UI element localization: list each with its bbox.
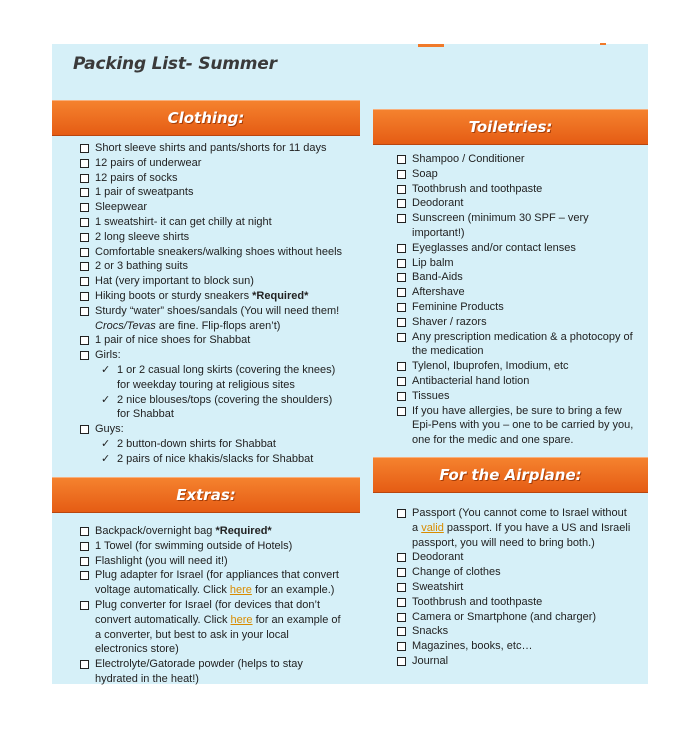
checkbox-icon	[397, 509, 406, 518]
checkbox-icon	[80, 144, 89, 153]
list-item: Feminine Products	[397, 300, 652, 315]
list-item: Sturdy “water” shoes/sandals (You will need them! Crocs/Tevas are fine. Flip-flops aren’t)	[80, 304, 365, 334]
list-item: If you have allergies, be sure to bring a few Epi-Pens with you – one to be carried by you, one for the medic and one spare.	[397, 404, 652, 448]
checkbox-icon	[397, 407, 406, 416]
list-item: 12 pairs of underwear	[80, 156, 365, 171]
checkbox-icon	[397, 199, 406, 208]
checkbox-icon	[80, 188, 89, 197]
list-item: Flashlight (you will need it!)	[80, 554, 365, 569]
list-item: Eyeglasses and/or contact lenses	[397, 241, 652, 256]
list-item: Girls:	[80, 348, 365, 363]
checkbox-icon	[80, 571, 89, 580]
checkbox-icon	[397, 553, 406, 562]
extras-header-label: Extras:	[176, 486, 236, 504]
checkbox-icon	[397, 259, 406, 268]
checkbox-icon	[397, 642, 406, 651]
checkbox-icon	[397, 627, 406, 636]
valid-link[interactable]: valid	[421, 521, 444, 534]
extras-list	[80, 524, 365, 687]
toiletries-list	[397, 152, 652, 448]
list-item: Hiking boots or sturdy sneakers *Required*	[80, 289, 365, 304]
airplane-header	[373, 457, 648, 493]
checkbox-icon	[80, 277, 89, 286]
checkbox-icon	[397, 155, 406, 164]
list-item: Plug adapter for Israel (for appliances that convert voltage automatically. Click here for an example.)	[80, 568, 365, 598]
list-item: Journal	[397, 654, 652, 669]
list-item: Snacks	[397, 624, 652, 639]
top-accent-bar	[418, 44, 444, 47]
checkmark-icon: ✓	[101, 437, 111, 450]
checkbox-icon	[80, 159, 89, 168]
list-subitem: ✓ 1 or 2 casual long skirts (covering the knees) for weekday touring at religious sites	[101, 363, 336, 391]
checkbox-icon	[397, 377, 406, 386]
checkbox-icon	[397, 583, 406, 592]
airplane-list	[397, 506, 652, 669]
checkbox-icon	[397, 568, 406, 577]
list-item: Hat (very important to block sun)	[80, 274, 365, 289]
list-item: Aftershave	[397, 285, 652, 300]
toiletries-header	[373, 109, 648, 145]
extras-header	[52, 477, 360, 513]
list-item: Sweatshirt	[397, 580, 652, 595]
page-title: Packing List- Summer	[73, 54, 277, 74]
checkbox-icon	[397, 318, 406, 327]
airplane-header-label: For the Airplane:	[439, 466, 582, 484]
list-item: Electrolyte/Gatorade powder (helps to stay hydrated in the heat!)	[80, 657, 365, 687]
checkbox-icon	[80, 233, 89, 242]
list-subitem: ✓ 2 button-down shirts for Shabbat	[101, 437, 276, 450]
example-link[interactable]: here	[230, 613, 253, 626]
list-item: Sunscreen (minimum 30 SPF – very important!)	[397, 211, 652, 241]
checkbox-icon	[80, 542, 89, 551]
clothing-header-label: Clothing:	[167, 109, 245, 127]
checkbox-icon	[80, 248, 89, 257]
list-item: Camera or Smartphone (and charger)	[397, 610, 652, 625]
list-item: Sleepwear	[80, 200, 365, 215]
checkmark-icon: ✓	[101, 452, 111, 465]
list-item: 1 Towel (for swimming outside of Hotels)	[80, 539, 365, 554]
list-item: Band-Aids	[397, 270, 652, 285]
checkbox-icon	[80, 218, 89, 227]
list-item: Any prescription medication & a photocopy of the medication	[397, 330, 652, 360]
list-item: Guys:	[80, 422, 365, 437]
checkbox-icon	[397, 170, 406, 179]
list-item: 2 or 3 bathing suits	[80, 259, 365, 274]
list-item: Deodorant	[397, 196, 652, 211]
checkbox-icon	[80, 336, 89, 345]
checkbox-icon	[80, 174, 89, 183]
list-item: Shaver / razors	[397, 315, 652, 330]
checkbox-icon	[397, 214, 406, 223]
list-item: Passport (You cannot come to Israel without a valid passport. If you have a US and Israeli passport, you will need to bring both.)	[397, 506, 652, 550]
checkbox-icon	[397, 273, 406, 282]
list-item: Short sleeve shirts and pants/shorts for 11 days	[80, 141, 365, 156]
list-item: Magazines, books, etc…	[397, 639, 652, 654]
list-item: 2 long sleeve shirts	[80, 230, 365, 245]
checkbox-icon	[80, 425, 89, 434]
checkbox-icon	[397, 244, 406, 253]
list-item: Antibacterial hand lotion	[397, 374, 652, 389]
list-item: Backpack/overnight bag *Required*	[80, 524, 365, 539]
list-item: Lip balm	[397, 256, 652, 271]
checkmark-icon: ✓	[101, 393, 111, 406]
checkbox-icon	[80, 351, 89, 360]
checkbox-icon	[80, 292, 89, 301]
list-item: 1 sweatshirt- it can get chilly at night	[80, 215, 365, 230]
checkbox-icon	[80, 527, 89, 536]
example-link[interactable]: here	[229, 584, 252, 597]
top-accent-dash	[600, 43, 606, 45]
checkbox-icon	[397, 185, 406, 194]
checkbox-icon	[80, 601, 89, 610]
checkbox-icon	[397, 303, 406, 312]
checkbox-icon	[80, 203, 89, 212]
list-item: Toothbrush and toothpaste	[397, 182, 652, 197]
list-item: Shampoo / Conditioner	[397, 152, 652, 167]
checkbox-icon	[397, 362, 406, 371]
checkmark-icon: ✓	[101, 363, 111, 376]
list-item: Plug converter for Israel (for devices that don’t convert automatically. Click here for an example of a converter, but best to ask in your local electronics store)	[80, 598, 365, 657]
list-subitem: ✓ 2 pairs of nice khakis/slacks for Shabbat	[101, 452, 314, 465]
checkbox-icon	[397, 333, 406, 342]
checkbox-icon	[80, 557, 89, 566]
checkbox-icon	[397, 613, 406, 622]
list-item: Tylenol, Ibuprofen, Imodium, etc	[397, 359, 652, 374]
checkbox-icon	[397, 288, 406, 297]
checkbox-icon	[397, 657, 406, 666]
list-item: Tissues	[397, 389, 652, 404]
list-item: Deodorant	[397, 550, 652, 565]
clothing-header	[52, 100, 360, 136]
list-item: 1 pair of sweatpants	[80, 185, 365, 200]
list-item: 12 pairs of socks	[80, 171, 365, 186]
toiletries-header-label: Toiletries:	[468, 118, 553, 136]
checkbox-icon	[397, 598, 406, 607]
checkbox-icon	[80, 262, 89, 271]
checkbox-icon	[397, 392, 406, 401]
list-item: Soap	[397, 167, 652, 182]
list-item: Change of clothes	[397, 565, 652, 580]
list-item: Comfortable sneakers/walking shoes without heels	[80, 245, 365, 260]
clothing-list	[80, 141, 365, 467]
checkbox-icon	[80, 660, 89, 669]
list-subitem: ✓ 2 nice blouses/tops (covering the shoulders) for Shabbat	[101, 393, 333, 421]
list-item: 1 pair of nice shoes for Shabbat	[80, 333, 365, 348]
list-item: Toothbrush and toothpaste	[397, 595, 652, 610]
checkbox-icon	[80, 307, 89, 316]
